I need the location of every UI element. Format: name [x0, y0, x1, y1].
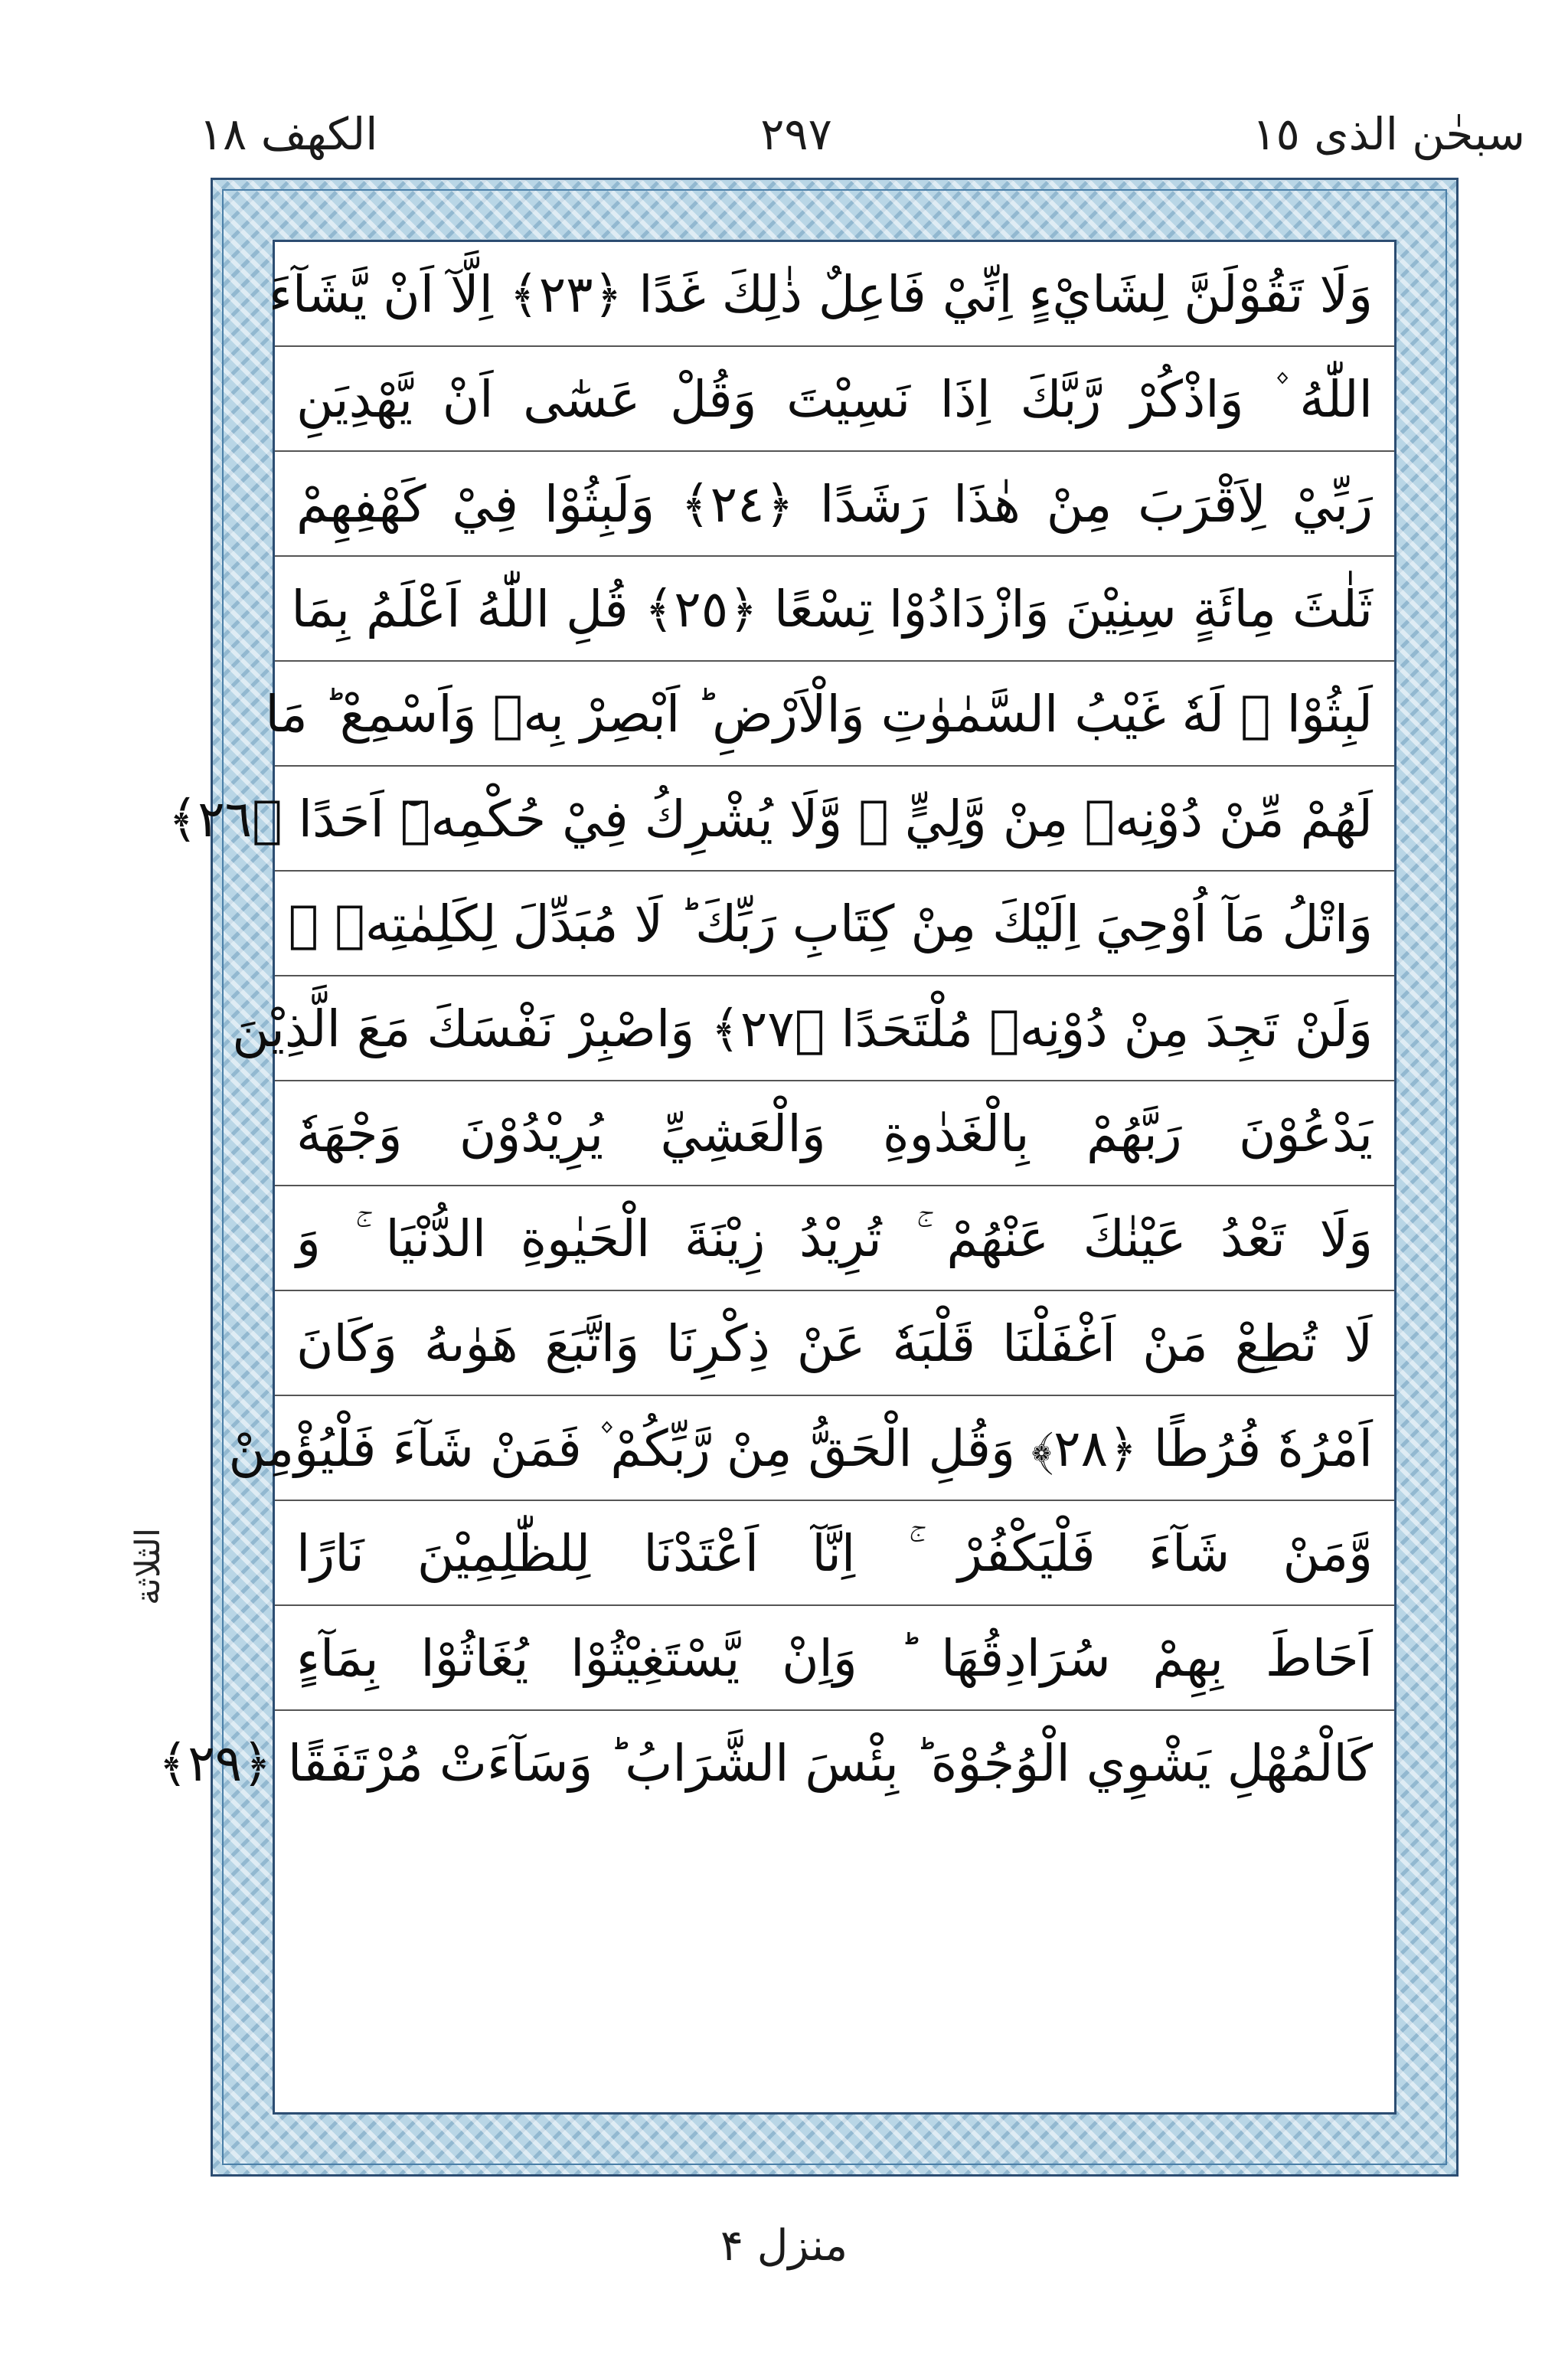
text-line: وَاتْلُ مَآ اُوْحِيَ اِلَيْكَ مِنْ كِتَابِ رَبِّكَ ؕ لَا مُبَدِّلَ لِكَلِمٰتِهٖ ۚ [275, 872, 1394, 976]
juz-name: سبحٰن الذی ١٥ [1252, 108, 1525, 160]
text-line: رَبِّيْ لِاَقْرَبَ مِنْ هٰذَا رَشَدًا ﴿٢٤﴾ وَلَبِثُوْا فِيْ كَهْفِهِمْ [275, 452, 1394, 557]
text-line: اَحَاطَ بِهِمْ سُرَادِقُهَا ؕ وَاِنْ يَّسْتَغِيْثُوْا يُغَاثُوْا بِمَآءٍ [275, 1606, 1394, 1711]
text-line: لَهُمْ مِّنْ دُوْنِهٖ مِنْ وَّلِيٍّ ۫ وَّلَا يُشْرِكُ فِيْ حُكْمِهٖٓ اَحَدًا ﴿٢٦﴾ [275, 767, 1394, 872]
page-header [0, 100, 1568, 168]
text-line: لَبِثُوْا ۚ لَهٗ غَيْبُ السَّمٰوٰتِ وَالْاَرْضِ ؕ اَبْصِرْ بِهٖ وَاَسْمِعْ ؕ مَا [275, 662, 1394, 767]
text-line: كَالْمُهْلِ يَشْوِي الْوُجُوْهَ ؕ بِئْسَ الشَّرَابُ ؕ وَسَآءَتْ مُرْتَفَقًا ﴿٢٩﴾ [158, 1734, 1373, 1793]
surah-name: الكهف ١٨ [199, 108, 378, 160]
text-line: ثَلٰثَ مِائَةٍ سِنِيْنَ وَازْدَادُوْا تِسْعًا ﴿٢٥﴾ قُلِ اللّٰهُ اَعْلَمُ بِمَا [275, 557, 1394, 662]
text-line: اللّٰهُ ۫ وَاذْكُرْ رَّبَّكَ اِذَا نَسِيْتَ وَقُلْ عَسٰٓى اَنْ يَّهْدِيَنِ [275, 347, 1394, 452]
page-number: ٢٩٧ [760, 108, 832, 160]
text-line: وَلَا تَقُوْلَنَّ لِشَايْءٍ اِنِّيْ فَاعِلٌ ذٰلِكَ غَدًا ﴿٢٣﴾ اِلَّآ اَنْ يَّشَآءَ [275, 242, 1394, 347]
text-line: وَلَنْ تَجِدَ مِنْ دُوْنِهٖ مُلْتَحَدًا ﴿٢٧﴾ وَاصْبِرْ نَفْسَكَ مَعَ الَّذِيْنَ [275, 976, 1394, 1081]
text-line: يَدْعُوْنَ رَبَّهُمْ بِالْغَدٰوةِ وَالْعَشِيِّ يُرِيْدُوْنَ وَجْهَهٗ [275, 1081, 1394, 1186]
margin-note: الثلاثة [129, 1528, 168, 1605]
text-line: وَّمَنْ شَآءَ فَلْيَكْفُرْ ۚ اِنَّآ اَعْتَدْنَا لِلظّٰلِمِيْنَ نَارًا [275, 1501, 1394, 1606]
text-line: اَمْرُهٗ فُرُطًا ﴿٢٨﴾ وَقُلِ الْحَقُّ مِنْ رَّبِّكُمْ ۫ فَمَنْ شَآءَ فَلْيُؤْمِنْ [275, 1396, 1394, 1501]
text-panel [158, 240, 1396, 2115]
manzil-footer: منزل ۴ [720, 2221, 848, 2271]
text-line: وَلَا تَعْدُ عَيْنٰكَ عَنْهُمْ ۚ تُرِيْدُ زِيْنَةَ الْحَيٰوةِ الدُّنْيَا ۚ وَ [275, 1186, 1394, 1291]
ornamental-border [158, 178, 1459, 2177]
text-line: لَا تُطِعْ مَنْ اَغْفَلْنَا قَلْبَهٗ عَنْ ذِكْرِنَا وَاتَّبَعَ هَوٰىهُ وَكَانَ [275, 1291, 1394, 1396]
